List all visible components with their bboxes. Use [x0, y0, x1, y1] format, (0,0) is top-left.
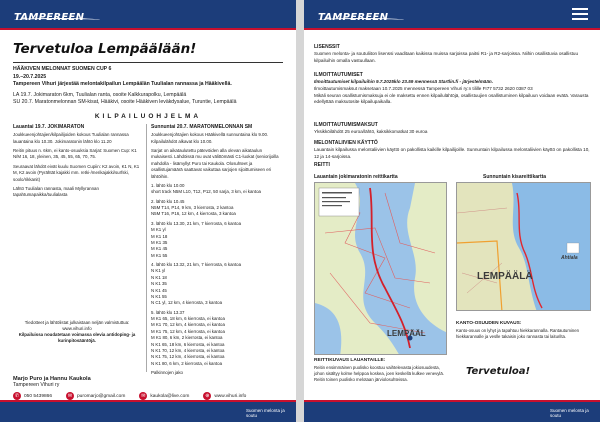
map1-town-label: LEMPÄÄL: [387, 329, 426, 338]
lifevest-text: Lauantain kilpailussa melontaliivien käyttö on pakollista kaikille kilpailijoille. Sunnuntain kilpailussa melontaliivien käyttö on pakollista 10, 12 ja 14-sarjoissa.: [314, 147, 590, 159]
start-class-row: N K1 55: [151, 293, 167, 299]
lifevest-heading: MELONTALIIVIEN KÄYTTÖ: [314, 140, 378, 146]
start-class-row: M K1 45: [151, 246, 168, 252]
map1-description: [314, 358, 448, 383]
sunday-heading: Sunnuntai 20.7. MARATONMELONNAN SM: [151, 124, 253, 130]
contact-row: [13, 392, 288, 400]
fee-heading: ILMOITTAUTUMISMAKSUT: [314, 122, 378, 128]
vihuri-logo: [14, 7, 104, 41]
map2-caption: Sunnuntain kisareittikartta: [483, 174, 547, 180]
intro-block: [13, 66, 283, 107]
start-class-row: N K1 yl: [151, 268, 166, 274]
phone-icon: ✆: [14, 393, 20, 399]
map1-desc-text: Reitin ensimmäinen puolisko koostuu vaihtelevasta jokiosuudesta, johon sisältyy kolme helppoa koskea, joen keskellä kulkee venevylä. Reitin toinen puolisko melotaan järviolosuhteissa.: [314, 364, 444, 382]
route-heading: REITTI: [314, 162, 330, 168]
column-divider: [146, 124, 147, 372]
contact-text: www.vihuri.info: [214, 393, 247, 399]
brand-text-right: TAMPEREEN VIHURI: [318, 12, 389, 41]
saturday-start-finish: Lähtö Tuulialan rannasta, maali Myllyrannan tapahtumapaikka/tuulialasta: [13, 185, 99, 198]
start-class-row: N K1 75, 12 km, 4 kierrosta, ei kantoa: [151, 354, 225, 360]
start-class-row: M K1 80, 6 km, 2 kierrosta, ei kantoa: [151, 335, 223, 341]
entry-section: [314, 72, 590, 106]
program-heading: KILPAILUOHJELMA: [94, 113, 202, 120]
start-class-row: N K1 45: [151, 287, 167, 293]
contact-item[interactable]: [13, 392, 52, 400]
vihuri-logo-right: [318, 7, 408, 41]
partner-logo: Suomen melonta ja soutu: [246, 408, 285, 419]
page-spine: [296, 0, 304, 422]
start-time: 5. lähtö klo 13.37: [151, 309, 185, 315]
start-class-row: N K1 18: [151, 274, 167, 280]
start-time: 3. lähtö klo 13.30, 21 km, 7 kierrosta, 6 kantoa: [151, 220, 242, 226]
start-class-row: M K1 35: [151, 239, 168, 245]
email-icon: ✉: [67, 393, 73, 399]
saturday-heading: Lauantai 19.7. JOKIMARATON: [13, 124, 85, 130]
right-page: [304, 0, 600, 422]
contact-text: 050 5439866: [24, 393, 53, 399]
partner-logo-right: Suomen melonta ja soutu: [550, 408, 589, 419]
license-text: Suomen melonta- ja soutuliiton lisenssi vaaditaan kaikissa muissa sarjoissa paitsi R1- ja R2-sarjoissa. Niihin osallistuvia osallistuu kilpailuihin omalla vastuullaan.: [314, 51, 579, 63]
license-heading: LISENSSIT: [314, 44, 340, 50]
start-class-row: M K1 yl: [151, 227, 166, 233]
start-group: [151, 310, 281, 367]
contact-text: kaukola@live.com: [150, 393, 190, 399]
swoosh-icon: [318, 18, 404, 22]
map2-desc-text: Kanto-osuus on lyhyt ja tapahtuu hiekkarannalla. Rantautuminen hiekkarannalle ja veslle takaisin joko rannasta tai laiturilta.: [456, 327, 580, 339]
map2-area-label: Ahtiala: [561, 255, 578, 261]
map1-desc-heading: REITTIKUVAUS LAUANTAILLE:: [314, 358, 386, 363]
entry-deadline: Ilmoittautumiset kilpailuihin 9.7.2025klo 23.59 mennessä Startlin.fi - järjestelmään.: [314, 79, 493, 85]
sunday-column: [151, 124, 281, 379]
map1-caption: Lauantain jokimaratonin reittikartta: [314, 174, 398, 180]
route-section: [314, 162, 590, 169]
note-results: Tiedotteet ja lähtölistat julkaistaan neljän valmistuttua: www.vihuri.info: [24, 320, 130, 332]
map2-desc-heading: KANTO-OSUUDEN KUVAUS:: [456, 321, 522, 326]
contact-item[interactable]: [66, 392, 125, 400]
map2-description: [456, 321, 591, 340]
menu-icon[interactable]: [572, 8, 588, 22]
saturday-route-map[interactable]: [314, 182, 447, 355]
start-group: [151, 221, 281, 259]
fee-section: [314, 122, 590, 136]
start-time: 4. lähtö klo 13.32, 21 km, 7 kierrosta, 6 kantoa: [151, 262, 242, 267]
start-class-row: M K1 70, 12 km, 4 kierrosta, ei kantoa: [151, 322, 225, 328]
intro-cup: HÄÄKIVEN MELONNAT SUOMEN CUP 6: [13, 66, 112, 72]
footer-bar: [0, 400, 296, 422]
lifevest-section: [314, 140, 590, 161]
entry-heading: ILMOITTAUTUMISET: [314, 72, 363, 78]
map2-town-label: LEMPÄÄLÄ: [477, 271, 533, 282]
fee-text: Yksikköilähdöt 25 euroa/lähtö, kaksikkomatkat 30 euroa: [314, 129, 428, 135]
award-ceremony: Palkinnojen jako: [151, 370, 183, 375]
page-title: Tervetuloa Lempäälään!: [13, 41, 197, 57]
signer-name: Marjo Puro ja Hannu Kaukola: [13, 376, 91, 382]
title-divider: [13, 62, 283, 63]
start-class-row: short track N5M L10, T12, P12, 50 sarja, 3 km, ei kantoa: [151, 189, 261, 195]
start-class-row: M K1 65, 18 km, 6 kierrosta, ei kantoa: [151, 316, 225, 321]
saturday-extra-starts: Seuraavat lähdöt eivät kuulu Suomen Cupiin: K2 avoin, K1 N, K1 M, K2 avoin (Pyrähtät kajakki mm. retki-/merikajakki/surfski, soolo/rikkanit): [13, 163, 140, 182]
start-class-row: M K1 55: [151, 252, 168, 258]
sunday-route-map[interactable]: [456, 182, 591, 311]
start-time: 2. lähtö klo 10.45: [151, 198, 185, 204]
contact-item[interactable]: [139, 392, 189, 400]
intro-organizer: Tampereen Vihuri järjestää melontakilpailun Lempäälän Tuulialan rannassa ja Hääkivellä.: [13, 81, 232, 88]
header-bar-right: [304, 0, 600, 41]
sunday-notes: Sarjat on aikataulutettu pätevöiden alla olevan aikataulun mukaisesti. Lähdöissä mu ovat välittömästi C1-luokat (seniorijoilla mahdolla - lisämyllyt Puro tai Kaukola. Olosuhteet ja osallistujamäärä saattavat vaikuttaa sarjojen sijoittumiseen eri lähtöihin.: [151, 148, 279, 179]
entry-payment: Ilmoittautumismaksut maksetaan 10.7.2025 mennessä Tampereen Vihuri ry:n tilille FI77 5732 2620 0387 03: [314, 85, 533, 91]
start-group: [151, 183, 281, 196]
saturday-route: Reitin pituus n. 6km, ei kanto-osuuksia Sarjat: Suomen Cup: K1 N/M 16, 18, yleinen, 35, 45, 55, 65, 70, 75.: [13, 148, 137, 160]
start-group: [151, 199, 281, 218]
contact-item[interactable]: [203, 392, 246, 400]
intro-sunday: SU 20.7. Maratonmelonnan SM-kisat, Hääkivi, osoite Hääkiven leväkdysalue, Turuntie, Lempäälä: [13, 99, 237, 106]
signer-club: Tampereen Vihuri ry: [13, 382, 60, 388]
footer-bar-right: [304, 400, 600, 422]
info-note: [13, 320, 141, 345]
header-bar: [0, 0, 296, 41]
start-class-row: N5M T16, P16, 12 km, 4 kierrosta, 3 kantoa: [151, 211, 236, 217]
signature-block: [13, 376, 91, 388]
sunday-meeting: Joukkueenjohtajien kokous Hääkivellä sunnuntaina klo 9.00. Kilpailulähdöt alkavat klo 10.00.: [151, 132, 269, 144]
saturday-column: [13, 124, 143, 202]
map1-graphic: [315, 183, 447, 355]
brand-text: TAMPEREEN VIHURI: [14, 12, 85, 41]
welcome-text: Tervetuloa!: [466, 366, 531, 377]
start-class-row: N K1 80, 6 km, 2 kierrosta, ei kantoa: [151, 360, 223, 366]
left-page: [0, 0, 296, 422]
swoosh-icon: [14, 18, 100, 22]
start-class-row: N K1 70, 12 km, 4 kierrosta, ei kantoa: [151, 347, 225, 353]
entry-rule: Mikäli seuran osallistumismaksuja ei ole maksettu ennen kilpailulähtöjä, osallistuujien osallistuminen kilpailuun voidaan evätä. Varausta edellyttää maksutosite kilpailupaikalla.: [314, 92, 589, 105]
start-class-row: N K1 35: [151, 281, 167, 287]
start-class-row: N5M T14, P14, 9 km, 3 kierrosta, 2 kantoa: [151, 205, 234, 210]
start-class-row: N K1 65, 18 km, 6 kierrosta, ei kantoa: [151, 341, 225, 347]
start-class-row: M K1 18: [151, 233, 168, 239]
intro-saturday: LA 19.7. Jokimaraton 6km, Tuulialan ranta, osoite Kalkkurapolku, Lempäälä: [13, 91, 187, 98]
web-icon: ⊕: [205, 393, 210, 399]
license-section: [314, 44, 590, 65]
map2-graphic: [457, 183, 591, 311]
start-group: [151, 262, 281, 307]
contact-text: puromarjo@gmail.com: [77, 393, 126, 399]
start-list: [151, 183, 281, 367]
email-icon: ✉: [141, 393, 146, 399]
start-time: 1. lähtö klo 10.00: [151, 182, 185, 188]
note-rules: Kilpailuissa noudatetaan voimassa olevia antidoping- ja kurinpitosääntöjä.: [18, 332, 136, 344]
saturday-meeting: Joukkueenjohtajien/kilpailijoiden kokous Tuulialan rannassa lauantaina klo 10.30. Jokimaratonin lähtö klo 11.20: [13, 132, 129, 144]
intro-dates: 19.–20.7.2025: [13, 73, 47, 80]
start-class-row: M K1 75, 12 km, 4 kierrosta, ei kantoa: [151, 328, 225, 334]
start-class-row: N C1 yl, 12 km, 4 kierrosta, 3 kantoa: [151, 300, 223, 306]
